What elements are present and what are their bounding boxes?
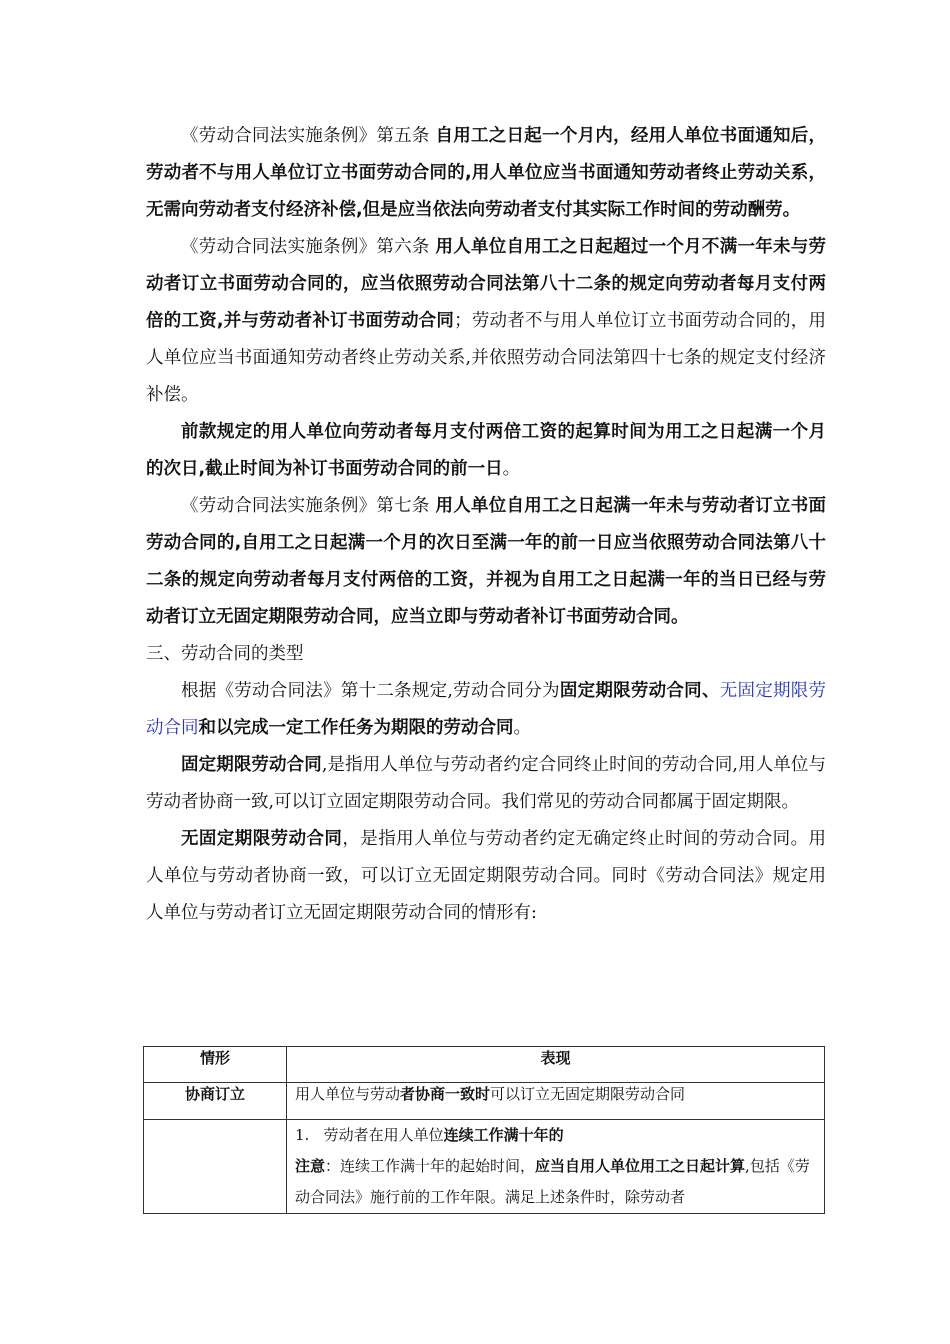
table-header-row — [144, 1047, 825, 1083]
table-cell-label: 协商订立 — [144, 1083, 287, 1120]
paragraph-article-7 — [146, 488, 826, 636]
table-header-situation: 情形 — [144, 1047, 287, 1083]
article-text-bold: 用人单位自用工之日起满一年未与劳动者订立书面劳动合同的,自用工之日起满一个月的次日至满一年的前一日应当依照劳动合同法第八十二条的规定向劳动者每月支付两倍的工资，并视为自用工之日起满一年的当日已经与劳动者订立无固定期限劳动合同，应当立即与劳动者补订书面劳动合同。 — [146, 496, 827, 627]
table-header-manifestation: 表现 — [287, 1047, 825, 1083]
article-ref: 《劳动合同法实施条例》第六条 — [181, 237, 436, 257]
table-cell-text — [287, 1120, 825, 1214]
article-text-bold: 固定期限劳动合同、 — [559, 681, 720, 701]
document-body — [146, 118, 826, 932]
table-row — [144, 1120, 825, 1214]
paragraph-article-6 — [146, 229, 826, 414]
table-cell-text — [287, 1083, 825, 1120]
term-bold: 无固定期限劳动合同 — [181, 829, 343, 849]
section-heading-3: 三、劳动合同的类型 — [146, 644, 304, 664]
list-item — [295, 1120, 816, 1151]
article-text: 。 — [513, 718, 531, 738]
article-ref: 《劳动合同法实施条例》第七条 — [181, 496, 436, 516]
paragraph-fixed-term — [146, 747, 826, 821]
article-text-bold: 用人单位自用工之日起超过一个月不满一年未与劳动者订立书面劳动合同的，应当依照劳动合同法第八十二条的规定向劳动者每月支付两倍的工资,并与劳动者补订书面劳动合同 — [146, 237, 827, 331]
situations-table — [143, 1046, 825, 1214]
term-bold: 固定期限劳动合同 — [181, 755, 322, 775]
article-text: 根据《劳动合同法》第十二条规定,劳动合同分为 — [181, 681, 560, 701]
paragraph-open-ended — [146, 821, 826, 932]
link-open-ended-contract[interactable]: 无固定期限劳动合同 — [146, 681, 827, 738]
cell-text-bold: 者协商一致时 — [400, 1085, 491, 1103]
table-row — [144, 1083, 825, 1120]
cell-text-bold: 应当自用人单位用工之日起计算 — [535, 1157, 746, 1175]
article-text: ,是指用人单位与劳动者约定合同终止时间的劳动合同,用人单位与劳动者协商一致,可以订立固定期限劳动合同。我们常见的劳动合同都属于固定期限。 — [146, 755, 827, 812]
cell-text: 可以订立无固定期限劳动合同 — [490, 1085, 686, 1103]
cell-text: ,包括《劳动合同法》施行前的工作年限。满足上述条件时，除劳动者 — [295, 1157, 810, 1206]
table-cell-label — [144, 1120, 287, 1214]
cell-text: 用人单位与劳动 — [295, 1085, 401, 1103]
list-number: 1. — [295, 1126, 310, 1144]
note-text — [295, 1151, 816, 1213]
note-label: 注意 — [295, 1157, 326, 1175]
article-text: 。 — [502, 459, 521, 479]
paragraph-article-5 — [146, 118, 826, 229]
paragraph-contract-types — [146, 673, 826, 747]
article-text: ；劳动者不与用人单位订立书面劳动合同的，用人单位应当书面通知劳动者终止劳动关系,并依照劳动合同法第四十七条的规定支付经济补偿。 — [146, 311, 826, 405]
article-text-bold: 和以完成一定工作任务为期限的劳动合同 — [198, 718, 514, 738]
cell-text: ：连续工作满十年的起始时间， — [325, 1157, 536, 1175]
paragraph-double-wage — [146, 414, 826, 488]
article-text-bold: 自用工之日起一个月内，经用人单位书面通知后，劳动者不与用人单位订立书面劳动合同的,用人单位应当书面通知劳动者终止劳动关系，无需向劳动者支付经济补偿,但是应当依法向劳动者支付其实际工作时间的劳动酬劳。 — [146, 126, 827, 220]
cell-text: 劳动者在用人单位 — [323, 1126, 444, 1144]
cell-text-bold: 连续工作满十年的 — [443, 1126, 564, 1144]
article-ref: 《劳动合同法实施条例》第五条 — [181, 126, 436, 146]
article-text-bold: 前款规定的用人单位向劳动者每月支付两倍工资的起算时间为用工之日起满一个月的次日,截止时间为补订书面劳动合同的前一日 — [146, 422, 826, 479]
article-text: ，是指用人单位与劳动者约定无确定终止时间的劳动合同。用人单位与劳动者协商一致，可以订立无固定期限劳动合同。同时《劳动合同法》规定用人单位与劳动者订立无固定期限劳动合同的情形有: — [146, 829, 827, 923]
